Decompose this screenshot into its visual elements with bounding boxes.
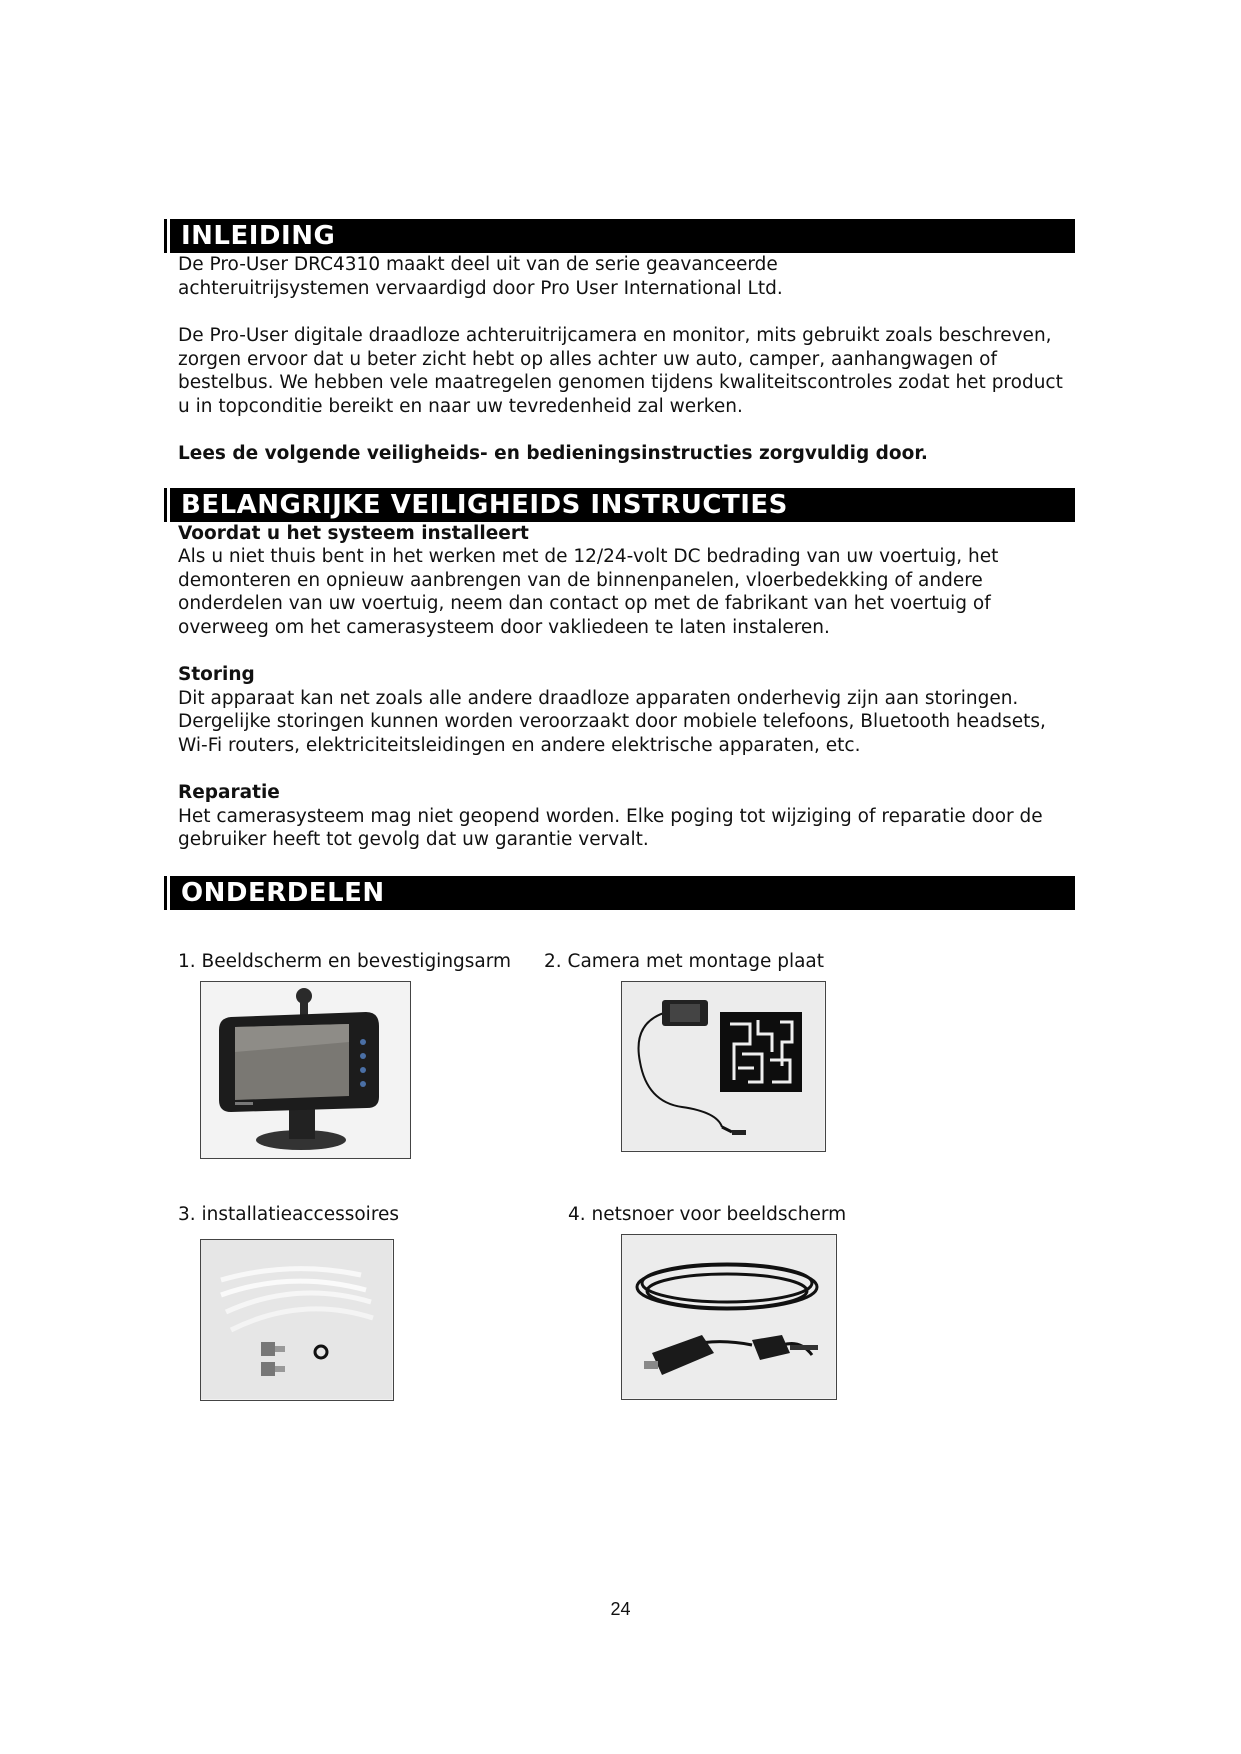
intro-paragraph: De Pro-User digitale draadloze achteruitrijcamera en monitor, mits gebruikt zoals beschreven, zorgen ervoor dat u beter zicht hebt op alles achter uw auto, camper, aanhangwagen of bestelbus. We hebben vele maatregelen genomen tijdens kwaliteitscontroles zodat het product u in topconditie bereikt en naar uw tevredenheid zal werken.	[178, 325, 1063, 417]
safety-body	[167, 522, 1075, 852]
part-label-3: 3. installatieaccessoires	[178, 1204, 400, 1225]
camera-icon	[622, 982, 824, 1150]
subsection-reparatie	[178, 781, 1075, 852]
monitor-photo	[200, 981, 411, 1159]
subsection-text: Het camerasysteem mag niet geopend worden. Elke poging tot wijziging of reparatie door de gebruiker heeft tot gevolg dat uw garantie vervalt.	[178, 805, 1043, 850]
intro-paragraph: De Pro-User DRC4310 maakt deel uit van de serie geavanceerde achteruitrijsystemen vervaardigd door Pro User International Ltd.	[178, 254, 783, 299]
subsection-installation	[178, 522, 1075, 640]
subsection-text: Dit apparaat kan net zoals alle andere draadloze apparaten onderhevig zijn aan storingen. Dergelijke storingen kunnen worden veroorzaakt door mobiele telefoons, Bluetooth headsets, Wi-Fi routers, elektriciteitsleidingen en andere elektrische apparaten, etc.	[178, 687, 1046, 756]
power-cord-icon	[622, 1235, 835, 1398]
subsection-text: Als u niet thuis bent in het werken met de 12/24-volt DC bedrading van uw voertuig, het demonteren en opnieuw aanbrengen van de binnenpanelen, vloerbedekking of andere onderdelen van uw voertuig, neem dan contact op met de fabrikant van het voertuig of overweeg om het camerasysteem door vakliedeen te laten instaleren.	[178, 546, 999, 638]
parts-row-1	[178, 950, 1058, 974]
camera-photo	[621, 981, 826, 1152]
subsection-heading: Voordat u het systeem installeert	[178, 522, 529, 544]
subsection-heading: Reparatie	[178, 782, 280, 803]
intro-body	[167, 253, 1075, 466]
part-label-2: 2. Camera met montage plaat	[544, 951, 825, 972]
monitor-icon	[201, 982, 409, 1157]
page-content	[167, 219, 1075, 910]
subsection-storing	[178, 663, 1075, 757]
section-title-veiligheid: BELANGRIJKE VEILIGHEIDS INSTRUCTIES	[167, 488, 1075, 522]
safety-notice: Lees de volgende veiligheids- en bedieningsinstructies zorgvuldig door.	[178, 443, 928, 464]
power-cord-photo	[621, 1234, 837, 1400]
section-title-onderdelen: ONDERDELEN	[167, 876, 1075, 910]
page-number: 24	[610, 1599, 631, 1619]
parts-row-2	[178, 1203, 1058, 1227]
accessories-photo	[200, 1239, 394, 1401]
part-label-1: 1. Beeldscherm en bevestigingsarm	[178, 951, 512, 972]
part-label-4: 4. netsnoer voor beeldscherm	[568, 1204, 847, 1225]
accessories-icon	[201, 1240, 392, 1399]
subsection-heading: Storing	[178, 664, 255, 685]
section-title-inleiding: INLEIDING	[167, 219, 1075, 253]
